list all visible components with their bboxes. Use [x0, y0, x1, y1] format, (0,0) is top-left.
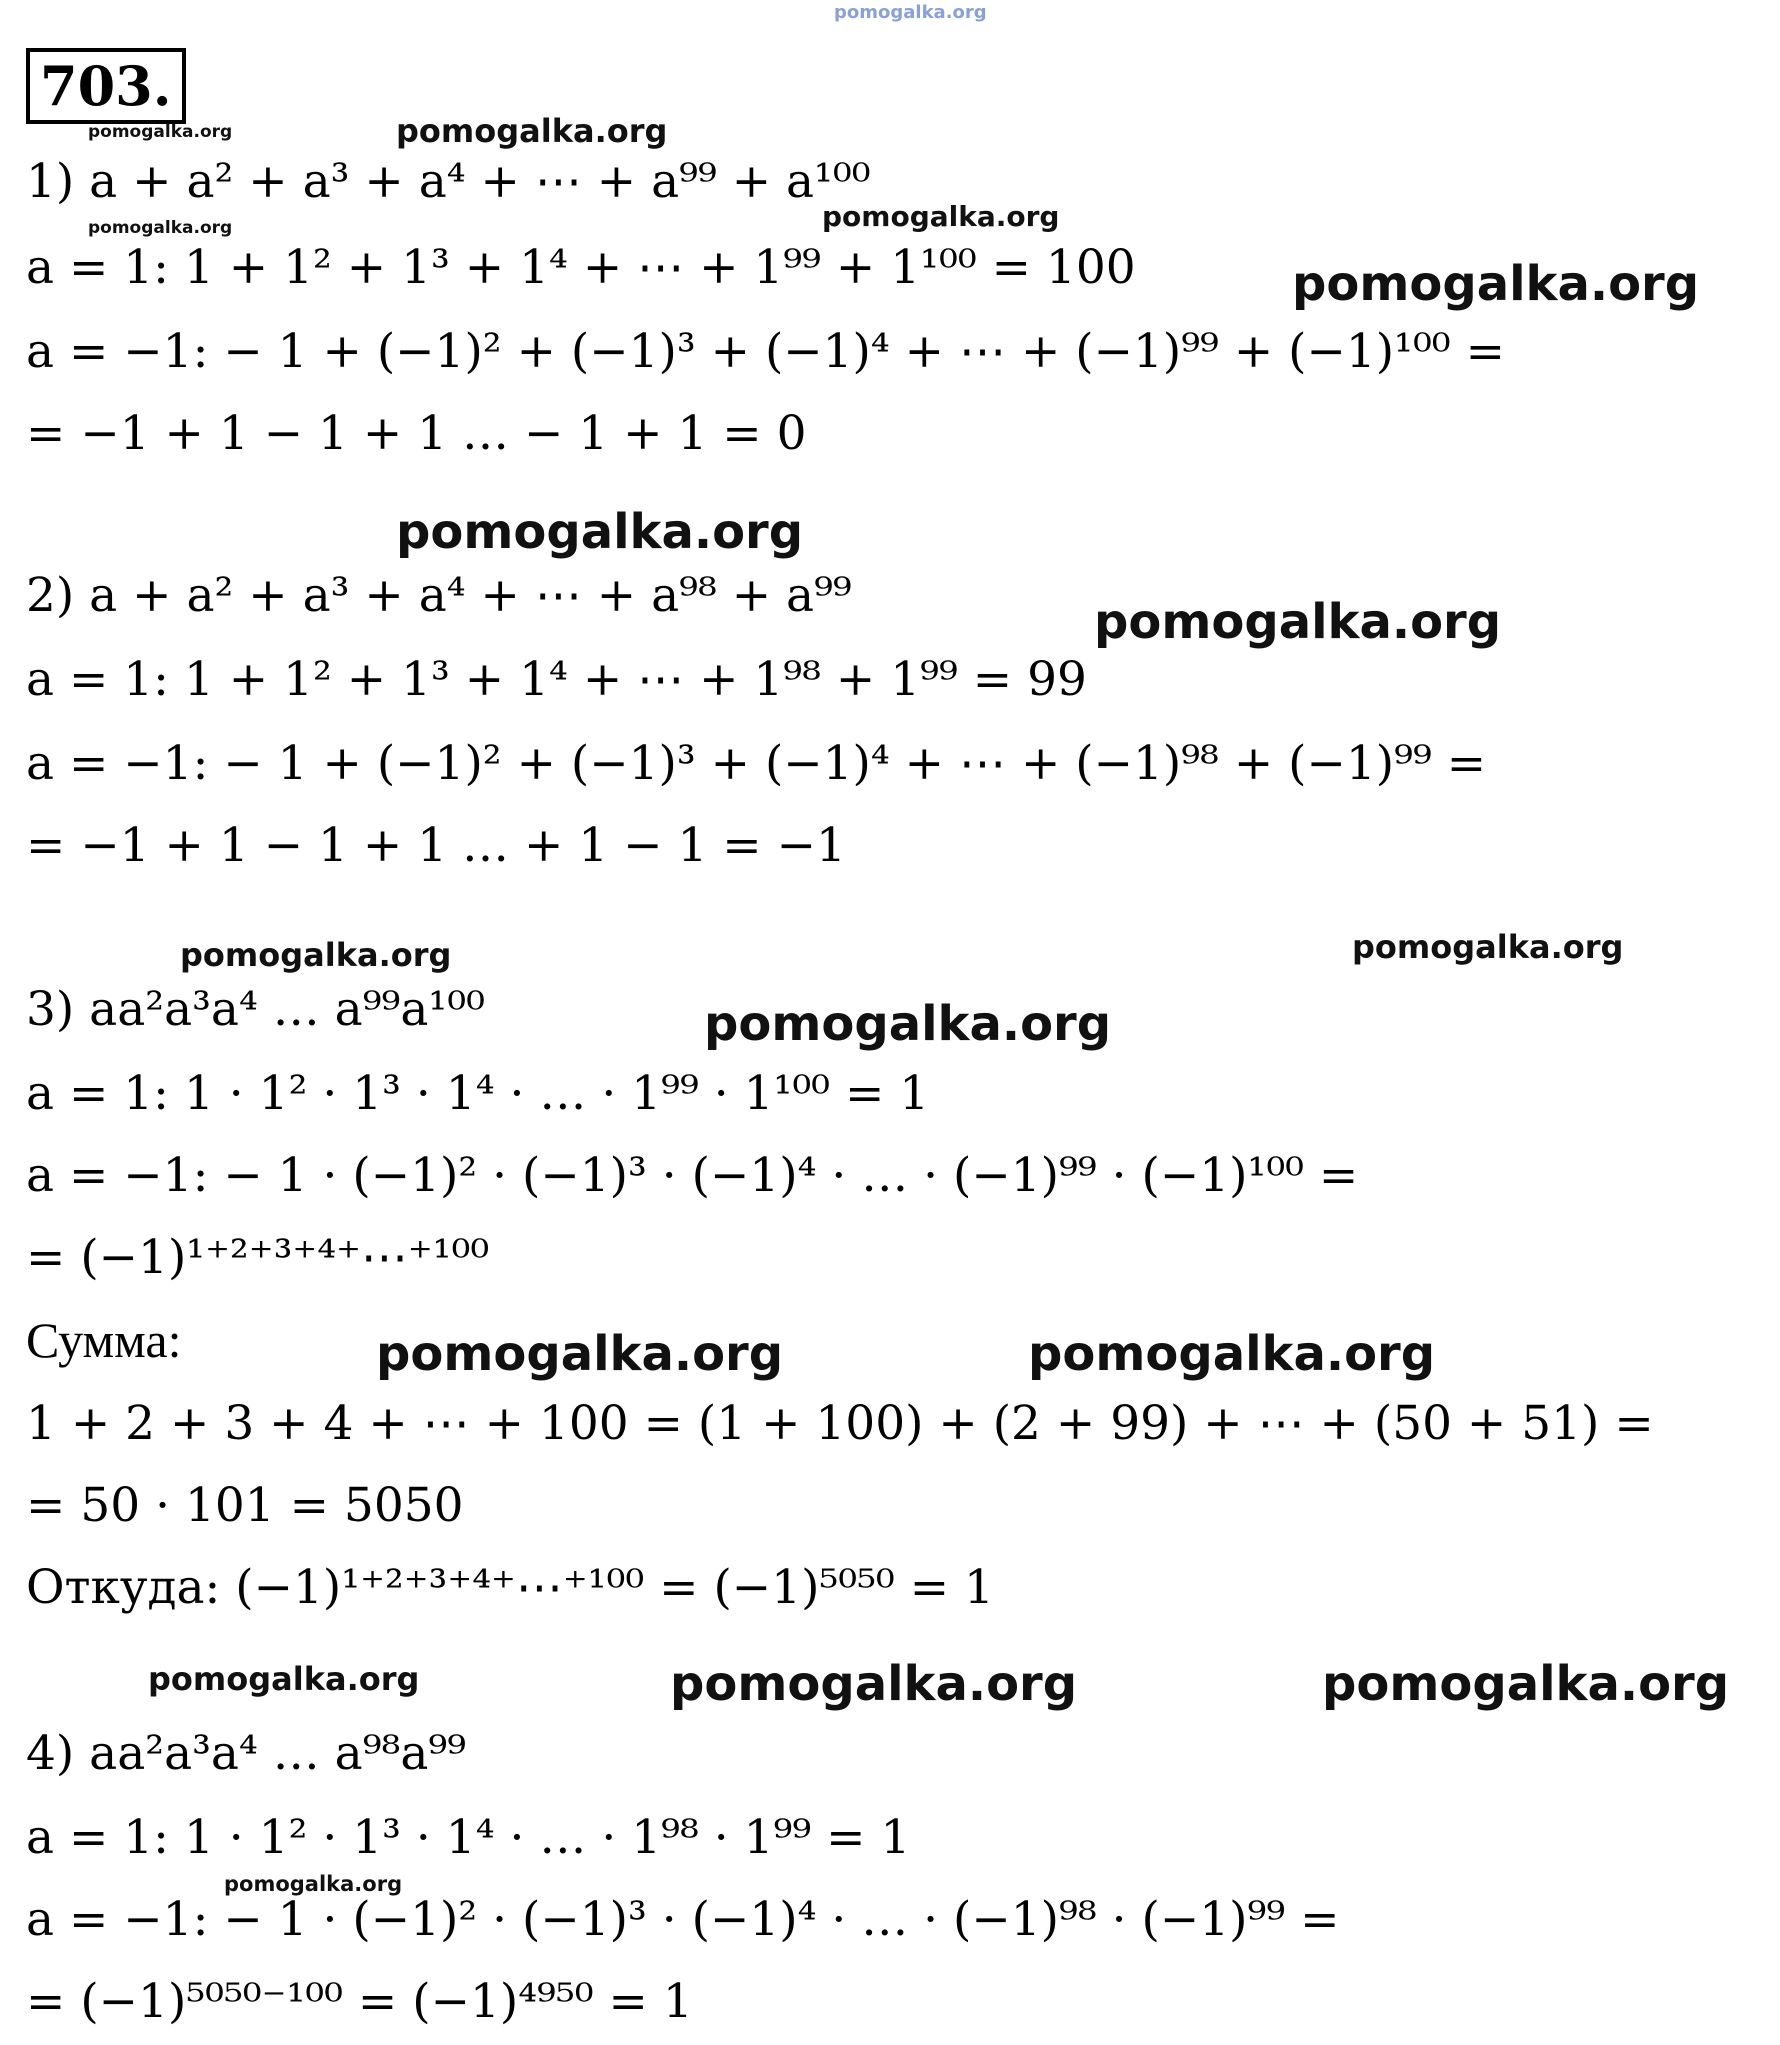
part4-expression: 4) aa²a³a⁴ … a⁹⁸a⁹⁹ — [26, 1726, 467, 1781]
watermark: pomogalka.org — [1028, 1326, 1436, 1382]
watermark: pomogalka.org — [1094, 594, 1502, 650]
part3-conclusion: Откуда: (−1)¹⁺²⁺³⁺⁴⁺⋯⁺¹⁰⁰ = (−1)⁵⁰⁵⁰ = 1 — [26, 1560, 994, 1615]
part3-sum-expression: 1 + 2 + 3 + 4 + ⋯ + 100 = (1 + 100) + (2 + 99) + ⋯ + (50 + 51) = — [26, 1396, 1654, 1451]
watermark: pomogalka.org — [396, 112, 668, 150]
watermark: pomogalka.org — [376, 1326, 784, 1382]
part1-case-positive: a = 1: 1 + 1² + 1³ + 1⁴ + ⋯ + 1⁹⁹ + 1¹⁰⁰ = 100 — [26, 240, 1136, 295]
watermark: pomogalka.org — [396, 504, 804, 560]
watermark: pomogalka.org — [822, 200, 1060, 233]
part2-case-positive: a = 1: 1 + 1² + 1³ + 1⁴ + ⋯ + 1⁹⁸ + 1⁹⁹ = 99 — [26, 652, 1087, 707]
problem-number: 703. — [26, 48, 186, 124]
part3-sum-label: Сумма: — [26, 1312, 182, 1368]
part3-expression: 3) aa²a³a⁴ … a⁹⁹a¹⁰⁰ — [26, 982, 485, 1037]
part3-case-positive: a = 1: 1 · 1² · 1³ · 1⁴ · … · 1⁹⁹ · 1¹⁰⁰ = 1 — [26, 1066, 930, 1121]
part3-power: = (−1)¹⁺²⁺³⁺⁴⁺⋯⁺¹⁰⁰ — [26, 1230, 490, 1285]
part2-expression: 2) a + a² + a³ + a⁴ + ⋯ + a⁹⁸ + a⁹⁹ — [26, 568, 852, 623]
part1-expression: 1) a + a² + a³ + a⁴ + ⋯ + a⁹⁹ + a¹⁰⁰ — [26, 154, 871, 209]
watermark: pomogalka.org — [1322, 1656, 1730, 1712]
part3-sum-result: = 50 · 101 = 5050 — [26, 1478, 464, 1533]
watermark: pomogalka.org — [88, 218, 233, 238]
part4-result: = (−1)⁵⁰⁵⁰⁻¹⁰⁰ = (−1)⁴⁹⁵⁰ = 1 — [26, 1974, 693, 2029]
watermark: pomogalka.org — [88, 122, 233, 142]
part1-result: = −1 + 1 − 1 + 1 … − 1 + 1 = 0 — [26, 406, 807, 461]
watermark: pomogalka.org — [1292, 256, 1700, 312]
watermark: pomogalka.org — [224, 1872, 403, 1896]
watermark-top: pomogalka.org — [834, 2, 987, 23]
watermark: pomogalka.org — [180, 936, 452, 974]
part3-case-negative: a = −1: − 1 · (−1)² · (−1)³ · (−1)⁴ · … · (−1)⁹⁹ · (−1)¹⁰⁰ = — [26, 1148, 1359, 1203]
watermark: pomogalka.org — [704, 996, 1112, 1052]
part2-result: = −1 + 1 − 1 + 1 … + 1 − 1 = −1 — [26, 818, 846, 873]
watermark: pomogalka.org — [1352, 928, 1624, 966]
part4-case-negative: a = −1: − 1 · (−1)² · (−1)³ · (−1)⁴ · … · (−1)⁹⁸ · (−1)⁹⁹ = — [26, 1892, 1340, 1947]
part1-case-negative: a = −1: − 1 + (−1)² + (−1)³ + (−1)⁴ + ⋯ + (−1)⁹⁹ + (−1)¹⁰⁰ = — [26, 324, 1505, 379]
watermark: pomogalka.org — [670, 1656, 1078, 1712]
part2-case-negative: a = −1: − 1 + (−1)² + (−1)³ + (−1)⁴ + ⋯ + (−1)⁹⁸ + (−1)⁹⁹ = — [26, 736, 1487, 791]
watermark: pomogalka.org — [148, 1660, 420, 1698]
part4-case-positive: a = 1: 1 · 1² · 1³ · 1⁴ · … · 1⁹⁸ · 1⁹⁹ = 1 — [26, 1810, 911, 1865]
